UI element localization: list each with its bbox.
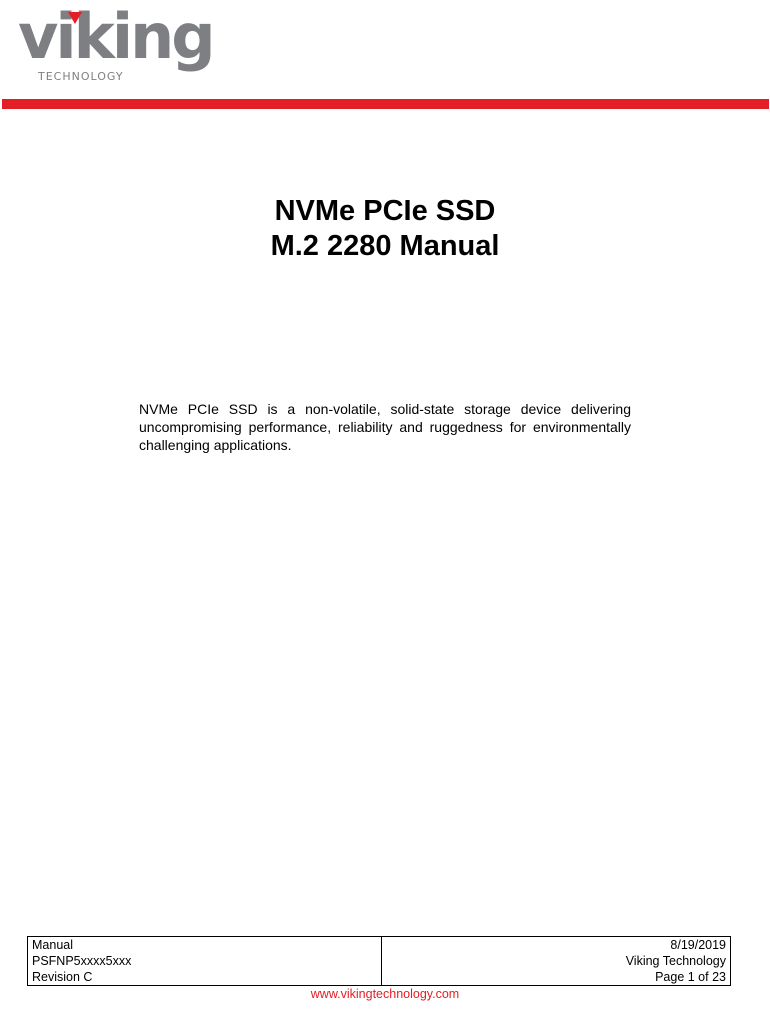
logo-subtitle: TECHNOLOGY — [38, 70, 124, 83]
footer-row — [28, 969, 731, 986]
document-description: NVMe PCIe SSD is a non-volatile, solid-state storage device delivering uncompromising performance, reliability and ruggedness for environmentally challenging applications. — [139, 401, 631, 453]
footer-revision: Revision C — [28, 969, 382, 986]
logo-accent-triangle-icon — [68, 12, 82, 24]
document-title-line-1: NVMe PCIe SSD — [274, 195, 496, 227]
footer-row — [28, 953, 731, 969]
viking-logo — [18, 0, 213, 86]
footer-page-number: Page 1 of 23 — [382, 969, 731, 986]
document-title-line-2: M.2 2280 Manual — [270, 230, 500, 262]
footer-company: Viking Technology — [382, 953, 731, 969]
logo-wordmark: viking — [18, 0, 213, 73]
footer-part-number: PSFNP5xxxx5xxx — [28, 953, 382, 969]
footer-website-link[interactable]: www.vikingtechnology.com — [310, 987, 460, 1001]
footer-table — [27, 936, 731, 986]
header-red-bar — [2, 99, 769, 109]
footer-row — [28, 937, 731, 954]
footer-date: 8/19/2019 — [382, 937, 731, 954]
footer-doc-type: Manual — [28, 937, 382, 954]
